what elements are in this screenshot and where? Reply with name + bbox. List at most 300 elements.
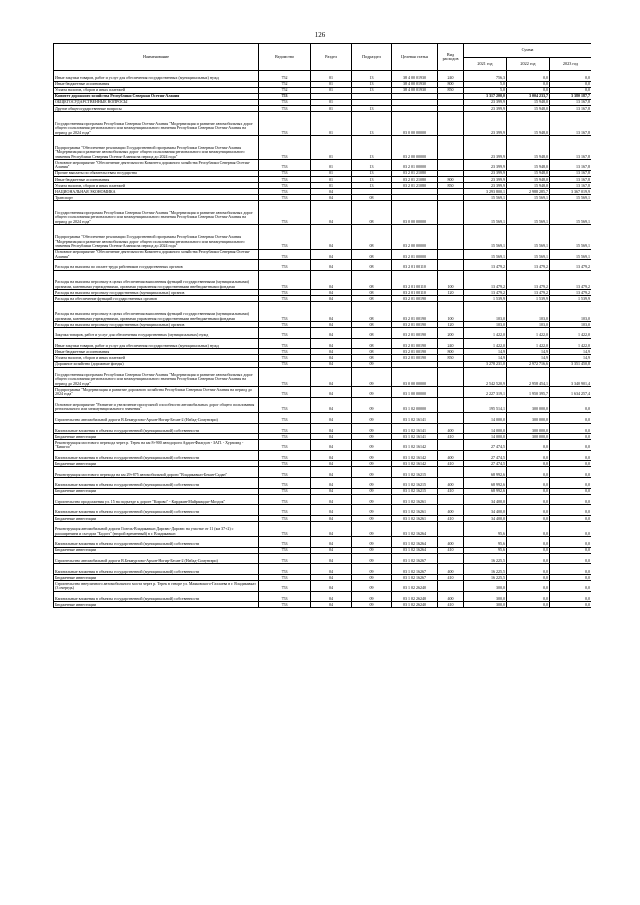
row-target: 03 1 02 16142 xyxy=(392,461,438,467)
row-subsection: 13 xyxy=(352,176,392,182)
table-row xyxy=(54,260,592,271)
row-sum-2021: 14 000,0 xyxy=(464,423,507,434)
row-subsection: 09 xyxy=(352,478,392,489)
row-subsection: 08 xyxy=(352,195,392,201)
table-row xyxy=(54,537,592,548)
row-name: Капитальные вложения в объекты государственной (муниципальной) собственности xyxy=(54,423,259,434)
row-sum-2023: 0,0 xyxy=(550,547,592,553)
row-sum-2023: 0,0 xyxy=(550,467,592,478)
row-sum-2022: 300 000,0 xyxy=(507,434,550,440)
row-sum-2021: 14 000,0 xyxy=(464,412,507,423)
row-sum-2023: 0,0 xyxy=(550,478,592,489)
row-target: 03 0 00 00000 xyxy=(392,367,438,387)
row-subsection: 09 xyxy=(352,450,392,461)
row-exp-type: 410 xyxy=(438,461,464,467)
row-section: 04 xyxy=(311,515,352,521)
table-row xyxy=(54,423,592,434)
row-sum-2021: 103,0 xyxy=(464,302,507,322)
row-target: 03 1 02 16261 xyxy=(392,515,438,521)
row-exp-type: 400 xyxy=(438,450,464,461)
row-exp-type: 800 xyxy=(438,349,464,355)
row-section: 04 xyxy=(311,478,352,489)
row-ministry: 753 xyxy=(259,270,311,290)
row-name: Строительство автомобильной дороги В.Бекмурзово-Архон-Ногир-Бесан-2 (Набад-Сомунгари) xyxy=(54,412,259,423)
row-exp-type xyxy=(438,260,464,271)
row-sum-2021: 68 992,6 xyxy=(464,467,507,478)
row-section: 04 xyxy=(311,440,352,451)
row-sum-2023: 0,0 xyxy=(550,71,592,82)
row-ministry: 753 xyxy=(259,494,311,505)
row-name: Закупка товаров, работ и услуг для обеспечения государственных (муниципальных) нужд xyxy=(54,328,259,339)
row-name: Бюджетные инвестиции xyxy=(54,515,259,521)
row-exp-type: 240 xyxy=(438,71,464,82)
row-ministry: 753 xyxy=(259,467,311,478)
table-row xyxy=(54,602,592,608)
row-target: 03 2 01 00110 xyxy=(392,260,438,271)
row-subsection: 09 xyxy=(352,581,392,592)
row-target: 03 1 02 16261 xyxy=(392,505,438,516)
row-subsection: 09 xyxy=(352,591,392,602)
row-target: 03 2 01 21080 xyxy=(392,170,438,176)
row-section: 04 xyxy=(311,461,352,467)
row-exp-type xyxy=(438,397,464,412)
row-sum-2021: 27 474,5 xyxy=(464,450,507,461)
row-sum-2021: 300,0 xyxy=(464,581,507,592)
row-ministry: 753 xyxy=(259,355,311,361)
row-sum-2023: 13 167,8 xyxy=(550,170,592,176)
row-sum-2023: 15 569,1 xyxy=(550,225,592,249)
row-sum-2021: 95,6 xyxy=(464,522,507,537)
row-section: 04 xyxy=(311,349,352,355)
row-name: Подпрограмма "Обеспечение реализации Государственной программы Республики Северная Осетия-Алания "Модернизация и развитие автомобильных дорог общего пользования регионального или межмуниципального значения Республики Северная Осетия-Алания на период до 2024 года" xyxy=(54,136,259,160)
row-section: 04 xyxy=(311,575,352,581)
row-sum-2022: 0,0 xyxy=(507,553,550,564)
row-sum-2023: 1 539,9 xyxy=(550,296,592,302)
row-sum-2023: 0,0 xyxy=(550,575,592,581)
row-exp-type: 400 xyxy=(438,423,464,434)
row-sum-2023: 15 569,1 xyxy=(550,201,592,225)
row-ministry: 753 xyxy=(259,183,311,189)
row-exp-type xyxy=(438,440,464,451)
table-row xyxy=(54,564,592,575)
row-name: Строительство автомобильной дороги В.Бекмурзово-Архон-Ногир-Бесан-2 (Набад-Сомунгари) xyxy=(54,553,259,564)
row-name: Основное мероприятие "Обеспечение деятельности Комитета дорожного хозяйства Республики Северная Осетия-Алания" xyxy=(54,160,259,171)
row-name: Реконструкция автомобильной дороги Гизель-Владикавказ Даргавс-Даргавс на участке от 11 (км 37+2) с расширением и съездом "Бодэгэ" (второй временный) в г. Владикавказ xyxy=(54,522,259,537)
row-subsection: 08 xyxy=(352,270,392,290)
row-ministry: 753 xyxy=(259,537,311,548)
row-sum-2021: 15 569,1 xyxy=(464,201,507,225)
row-section: 04 xyxy=(311,591,352,602)
row-section: 04 xyxy=(311,423,352,434)
row-sum-2021: 34 400,0 xyxy=(464,494,507,505)
row-subsection: 09 xyxy=(352,547,392,553)
row-name: Подпрограмма "Модернизация и развитие дорожного хозяйства Республики Северная Осетия-Алания на период до 2024 года" xyxy=(54,387,259,398)
row-sum-2023: 0,0 xyxy=(550,81,592,87)
row-sum-2023: 13 167,8 xyxy=(550,160,592,171)
row-name: Расходы на выплаты персоналу в целях обеспечения выполнения функций государственными (муниципальными) органами, казенными учреждениями, органами управления государственными внебюджетными фондами xyxy=(54,302,259,322)
row-name: Капитальные вложения в объекты государственной (муниципальной) собственности xyxy=(54,478,259,489)
row-exp-type: 120 xyxy=(438,322,464,328)
row-target: 03 1 02 16141 xyxy=(392,412,438,423)
row-sum-2021: 103,0 xyxy=(464,322,507,328)
row-target: 03 2 01 00190 xyxy=(392,302,438,322)
row-sum-2022: 3 004 233,7 xyxy=(507,93,550,99)
row-subsection: 08 xyxy=(352,201,392,225)
table-row xyxy=(54,478,592,489)
row-section: 04 xyxy=(311,328,352,339)
row-name: Расходы на выплаты персоналу государственных (муниципальных) органов xyxy=(54,322,259,328)
row-sum-2022: 300 000,0 xyxy=(507,397,550,412)
row-sum-2022: 0,0 xyxy=(507,71,550,82)
row-section: 04 xyxy=(311,537,352,548)
row-target: 03 2 01 00190 xyxy=(392,322,438,328)
row-sum-2022: 0,0 xyxy=(507,522,550,537)
row-sum-2021: 2 227 319,1 xyxy=(464,387,507,398)
row-sum-2021: 34 400,0 xyxy=(464,505,507,516)
row-section: 04 xyxy=(311,564,352,575)
row-sum-2023: 15 569,1 xyxy=(550,249,592,260)
table-row xyxy=(54,553,592,564)
row-sum-2023: 13 167,8 xyxy=(550,112,592,136)
row-sum-2022: 0,0 xyxy=(507,461,550,467)
row-sum-2023: 0,0 xyxy=(550,515,592,521)
row-name: Бюджетные инвестиции xyxy=(54,575,259,581)
row-exp-type: 400 xyxy=(438,537,464,548)
row-sum-2022: 13 479,2 xyxy=(507,260,550,271)
header-section: Раздел xyxy=(311,44,352,71)
row-subsection: 09 xyxy=(352,575,392,581)
row-sum-2021: 756,3 xyxy=(464,71,507,82)
header-year-2021: 2021 год xyxy=(464,57,507,71)
row-ministry: 753 xyxy=(259,260,311,271)
row-exp-type xyxy=(438,467,464,478)
row-target: 03 1 00 00000 xyxy=(392,387,438,398)
row-subsection: 09 xyxy=(352,602,392,608)
row-ministry: 753 xyxy=(259,575,311,581)
row-target: 03 1 02 16215 xyxy=(392,478,438,489)
row-ministry: 753 xyxy=(259,591,311,602)
row-sum-2021: 95,6 xyxy=(464,547,507,553)
row-sum-2021: 23 399,9 xyxy=(464,170,507,176)
table-row xyxy=(54,201,592,225)
row-exp-type xyxy=(438,201,464,225)
row-sum-2023: 13 167,8 xyxy=(550,136,592,160)
row-sum-2021: 14,9 xyxy=(464,349,507,355)
row-sum-2021: 13 479,2 xyxy=(464,260,507,271)
row-target: 03 0 00 00000 xyxy=(392,112,438,136)
header-subsection: Подраздел xyxy=(352,44,392,71)
page-number: 126 xyxy=(314,31,326,39)
row-section: 04 xyxy=(311,522,352,537)
row-sum-2023: 103,0 xyxy=(550,322,592,328)
row-ministry: 753 xyxy=(259,361,311,367)
table-row xyxy=(54,270,592,290)
row-exp-type: 240 xyxy=(438,338,464,349)
row-subsection: 13 xyxy=(352,183,392,189)
row-sum-2023: 13 479,2 xyxy=(550,260,592,271)
row-name: Бюджетные инвестиции xyxy=(54,488,259,494)
row-ministry: 753 xyxy=(259,201,311,225)
row-name: Бюджетные инвестиции xyxy=(54,461,259,467)
table-row xyxy=(54,467,592,478)
row-sum-2021: 68 992,6 xyxy=(464,488,507,494)
row-subsection: 13 xyxy=(352,71,392,82)
row-target: 03 2 00 00000 xyxy=(392,136,438,160)
row-sum-2022: 15 948,0 xyxy=(507,183,550,189)
table-row xyxy=(54,302,592,322)
header-ministry: Ведомство xyxy=(259,44,311,71)
row-ministry: 753 xyxy=(259,478,311,489)
row-sum-2022: 0,0 xyxy=(507,581,550,592)
row-subsection: 08 xyxy=(352,290,392,296)
row-sum-2023: 103,0 xyxy=(550,302,592,322)
row-section: 01 xyxy=(311,87,352,93)
row-sum-2021: 14 000,0 xyxy=(464,434,507,440)
row-section: 01 xyxy=(311,183,352,189)
table-row xyxy=(54,450,592,461)
row-subsection: 09 xyxy=(352,553,392,564)
row-name: Капитальные вложения в объекты государственной (муниципальной) собственности xyxy=(54,591,259,602)
row-sum-2021: 23 399,9 xyxy=(464,112,507,136)
row-subsection: 08 xyxy=(352,249,392,260)
row-ministry: 753 xyxy=(259,93,311,99)
row-name: Комитет дорожного хозяйства Республики Северная Осетия-Алания xyxy=(54,93,259,99)
row-target: 03 1 02 00000 xyxy=(392,397,438,412)
row-sum-2022: 15 948,0 xyxy=(507,105,550,111)
row-name: Капитальные вложения в объекты государственной (муниципальной) собственности xyxy=(54,505,259,516)
row-sum-2022: 0,0 xyxy=(507,494,550,505)
row-ministry: 753 xyxy=(259,440,311,451)
row-subsection: 13 xyxy=(352,136,392,160)
row-sum-2022: 14,9 xyxy=(507,349,550,355)
row-sum-2022: 15 948,0 xyxy=(507,99,550,105)
row-section: 04 xyxy=(311,553,352,564)
row-ministry: 753 xyxy=(259,522,311,537)
row-ministry: 753 xyxy=(259,112,311,136)
row-sum-2021: 3 317 200,0 xyxy=(464,93,507,99)
row-section: 04 xyxy=(311,505,352,516)
row-sum-2021: 300,0 xyxy=(464,602,507,608)
row-name: Расходы на обеспечение функций государственных органов xyxy=(54,296,259,302)
row-sum-2023: 0,0 xyxy=(550,522,592,537)
row-sum-2022: 2 972 716,6 xyxy=(507,361,550,367)
row-target: 03 2 01 00000 xyxy=(392,249,438,260)
row-exp-type xyxy=(438,249,464,260)
table-row xyxy=(54,397,592,412)
row-ministry: 753 xyxy=(259,564,311,575)
row-ministry: 753 xyxy=(259,249,311,260)
row-target: 03 2 01 00190 xyxy=(392,296,438,302)
row-target: 03 2 01 21080 xyxy=(392,176,438,182)
row-sum-2022: 13 479,2 xyxy=(507,290,550,296)
row-target: 03 1 02 16215 xyxy=(392,467,438,478)
row-sum-2021: 5,0 xyxy=(464,81,507,87)
row-sum-2023: 13 479,2 xyxy=(550,290,592,296)
row-subsection: 09 xyxy=(352,505,392,516)
row-ministry: 753 xyxy=(259,225,311,249)
row-target: 03 1 02 16215 xyxy=(392,488,438,494)
row-exp-type xyxy=(438,136,464,160)
row-target: 03 1 02 16267 xyxy=(392,564,438,575)
row-name: Бюджетные инвестиции xyxy=(54,602,259,608)
row-subsection: 09 xyxy=(352,434,392,440)
row-exp-type: 400 xyxy=(438,478,464,489)
row-exp-type xyxy=(438,581,464,592)
row-sum-2023: 0,0 xyxy=(550,423,592,434)
row-exp-type: 850 xyxy=(438,355,464,361)
row-sum-2022: 0,0 xyxy=(507,81,550,87)
row-exp-type: 800 xyxy=(438,81,464,87)
row-subsection: 09 xyxy=(352,367,392,387)
row-section: 04 xyxy=(311,338,352,349)
row-sum-2023: 3 367 019,9 xyxy=(550,189,592,195)
row-target: 03 2 01 00110 xyxy=(392,290,438,296)
row-exp-type: 400 xyxy=(438,591,464,602)
row-sum-2023: 0,0 xyxy=(550,434,592,440)
row-section: 04 xyxy=(311,412,352,423)
row-sum-2022: 1 422,0 xyxy=(507,328,550,339)
row-subsection: 13 xyxy=(352,105,392,111)
row-target: 03 1 02 16267 xyxy=(392,553,438,564)
row-sum-2023: 3 351 450,8 xyxy=(550,361,592,367)
row-sum-2023: 3 340 901,4 xyxy=(550,367,592,387)
row-target: 03 2 01 00190 xyxy=(392,349,438,355)
row-ministry: 753 xyxy=(259,328,311,339)
row-sum-2022: 0,0 xyxy=(507,602,550,608)
row-sum-2023: 0,0 xyxy=(550,488,592,494)
row-sum-2023: 0,0 xyxy=(550,397,592,412)
row-target: 03 1 02 16261 xyxy=(392,494,438,505)
row-sum-2021: 3 293 800,1 xyxy=(464,189,507,195)
row-name: Другие общегосударственные вопросы xyxy=(54,105,259,111)
row-exp-type: 200 xyxy=(438,328,464,339)
row-section: 01 xyxy=(311,71,352,82)
budget-table xyxy=(53,43,591,608)
row-sum-2021: 15 569,1 xyxy=(464,249,507,260)
row-sum-2021: 95,6 xyxy=(464,537,507,548)
row-target: 03 2 01 00190 xyxy=(392,355,438,361)
row-ministry: 753 xyxy=(259,338,311,349)
row-sum-2022: 15 948,0 xyxy=(507,112,550,136)
header-sum: Сумма xyxy=(464,44,592,58)
row-section: 04 xyxy=(311,434,352,440)
row-name: Иные закупки товаров, работ и услуг для обеспечения государственных (муниципальных) нужд xyxy=(54,338,259,349)
row-sum-2022: 15 948,0 xyxy=(507,160,550,171)
row-ministry: 752 xyxy=(259,81,311,87)
row-sum-2023: 13 167,8 xyxy=(550,99,592,105)
row-sum-2022: 15 569,1 xyxy=(507,195,550,201)
row-subsection: 09 xyxy=(352,397,392,412)
row-sum-2022: 0,0 xyxy=(507,515,550,521)
row-exp-type xyxy=(438,367,464,387)
row-subsection: 09 xyxy=(352,467,392,478)
row-target: 38 4 00 01930 xyxy=(392,87,438,93)
row-subsection: 09 xyxy=(352,461,392,467)
row-sum-2023: 1 634 257,4 xyxy=(550,387,592,398)
row-subsection: 09 xyxy=(352,494,392,505)
row-ministry: 753 xyxy=(259,488,311,494)
row-sum-2022: 0,0 xyxy=(507,537,550,548)
row-exp-type: 410 xyxy=(438,547,464,553)
table-row xyxy=(54,225,592,249)
row-ministry: 753 xyxy=(259,423,311,434)
row-target: 38 4 00 01930 xyxy=(392,71,438,82)
row-sum-2022: 15 569,1 xyxy=(507,201,550,225)
row-sum-2023: 14,9 xyxy=(550,355,592,361)
row-name: Реконструкция мостового перехода через р. Терек на км 8+900 автодороги Ардон-Фиагдон - ЗАП. - Хурзиэвд - "Бишгоо" xyxy=(54,440,259,451)
row-name: Бюджетные инвестиции xyxy=(54,547,259,553)
row-sum-2021: 1 539,9 xyxy=(464,296,507,302)
row-sum-2023: 0,0 xyxy=(550,505,592,516)
row-name: Основное мероприятие "Развитие и увеличение пропускной способности автомобильных дорог общего пользования регионального или межмуниципального значения" xyxy=(54,397,259,412)
row-name: Реконструкция мостового перехода на км 29+875 автомобильной дороги "Владикавказ-Бекан-Садан" xyxy=(54,467,259,478)
row-name: Капитальные вложения в объекты государственной (муниципальной) собственности xyxy=(54,537,259,548)
row-section: 04 xyxy=(311,290,352,296)
row-sum-2021: 16 225,5 xyxy=(464,553,507,564)
row-name: Государственная программа Республики Северная Осетия-Алания "Модернизация и развитие автомобильных дорог общего пользования регионального или межмуниципального значения Республики Северная Осетия-Алания на период до 2024 года" xyxy=(54,201,259,225)
row-target: 03 1 02 16267 xyxy=(392,575,438,581)
row-target: 03 1 02 16264 xyxy=(392,522,438,537)
row-section: 04 xyxy=(311,249,352,260)
row-name: Строительство продолжения ул. 15 на подъезде к дороге "Кирово" - Карджин-Майрамадаг-Моздок" xyxy=(54,494,259,505)
row-name: Расходы на выплаты персоналу в целях обеспечения выполнения функций государственными (муниципальными) органами, казенными учреждениями, органами управления государственными внебюджетными фондами xyxy=(54,270,259,290)
row-section: 01 xyxy=(311,99,352,105)
row-exp-type xyxy=(438,387,464,398)
row-ministry: 753 xyxy=(259,195,311,201)
row-exp-type xyxy=(438,553,464,564)
row-section: 04 xyxy=(311,488,352,494)
row-exp-type: 800 xyxy=(438,176,464,182)
table-row xyxy=(54,522,592,537)
row-target: 03 0 00 00000 xyxy=(392,201,438,225)
table-row xyxy=(54,328,592,339)
row-subsection: 08 xyxy=(352,338,392,349)
row-ministry: 753 xyxy=(259,461,311,467)
row-exp-type: 100 xyxy=(438,270,464,290)
row-section: 04 xyxy=(311,581,352,592)
row-section: 04 xyxy=(311,467,352,478)
row-sum-2021: 15 569,1 xyxy=(464,195,507,201)
row-target: 03 2 01 00190 xyxy=(392,338,438,349)
row-ministry: 753 xyxy=(259,105,311,111)
row-ministry: 753 xyxy=(259,322,311,328)
header-year-2023: 2023 год xyxy=(550,57,592,71)
row-ministry: 753 xyxy=(259,602,311,608)
row-section: 01 xyxy=(311,160,352,171)
row-sum-2021: 1 422,0 xyxy=(464,338,507,349)
row-sum-2021: 23 399,9 xyxy=(464,136,507,160)
row-sum-2023: 1 422,0 xyxy=(550,338,592,349)
row-exp-type: 410 xyxy=(438,488,464,494)
row-exp-type: 410 xyxy=(438,602,464,608)
row-sum-2023: 3 380 187,7 xyxy=(550,93,592,99)
table-body xyxy=(54,71,592,608)
row-sum-2022: 0,0 xyxy=(507,505,550,516)
row-subsection: 09 xyxy=(352,537,392,548)
row-ministry: 753 xyxy=(259,170,311,176)
table-row xyxy=(54,71,592,82)
row-sum-2022: 0,0 xyxy=(507,440,550,451)
table-row xyxy=(54,581,592,592)
row-sum-2022: 0,0 xyxy=(507,87,550,93)
row-sum-2021: 23 399,9 xyxy=(464,160,507,171)
row-target: 03 2 01 21080 xyxy=(392,183,438,189)
row-sum-2021: 13 479,2 xyxy=(464,290,507,296)
row-sum-2022: 300 000,0 xyxy=(507,423,550,434)
table-row xyxy=(54,505,592,516)
row-sum-2021: 2 542 520,9 xyxy=(464,367,507,387)
row-sum-2023: 0,0 xyxy=(550,450,592,461)
